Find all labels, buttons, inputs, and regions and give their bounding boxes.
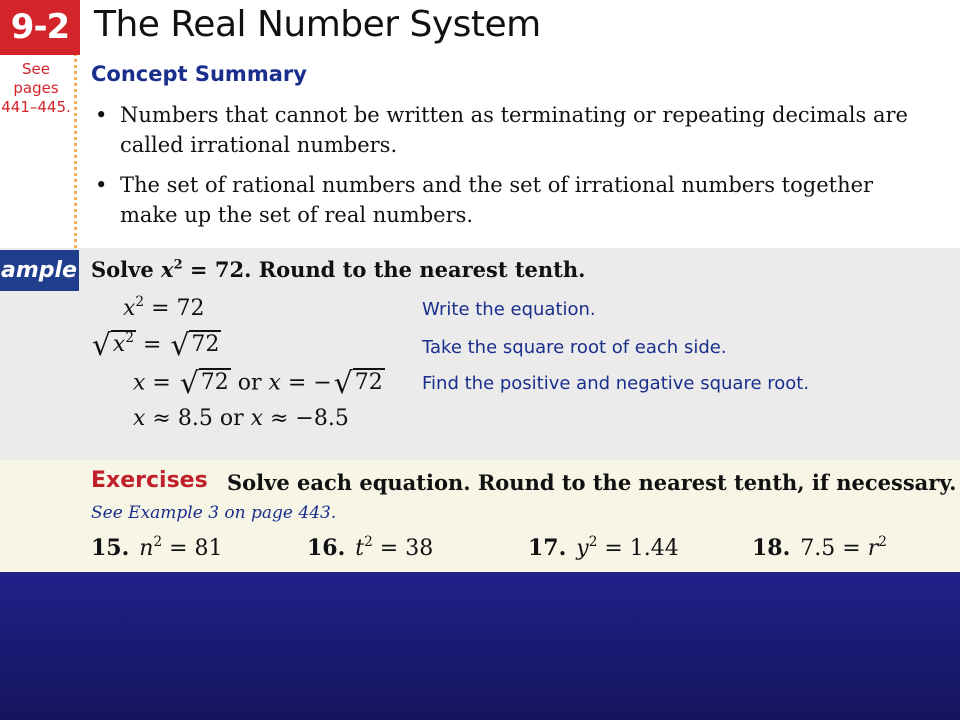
step3-variable: x	[133, 370, 146, 396]
concept-bullet-text: Numbers that cannot be written as terminating or repeating decimals are called irrational numbers.	[120, 103, 908, 157]
radical-sign-icon: √	[170, 328, 190, 363]
radical	[180, 366, 231, 401]
see-pages-line2: 441–445.	[1, 98, 71, 116]
problem-prefix: Solve	[91, 257, 162, 282]
radical	[170, 328, 221, 363]
step-note: Take the square root of each side.	[422, 337, 727, 358]
step3-variable: x	[268, 370, 281, 396]
step2-equals: =	[136, 332, 169, 358]
step1-exponent: 2	[135, 294, 145, 311]
step3-radicand: 72	[354, 370, 383, 396]
step1-variable: x	[123, 296, 136, 321]
problem-exponent: 2	[173, 257, 183, 273]
bullet-dot-icon: •	[95, 173, 108, 197]
exercise-rest: = 38	[372, 536, 434, 561]
step-note: Find the positive and negative square root.	[422, 373, 810, 394]
exercise-number: 18.	[752, 535, 791, 561]
step3-equals: =	[145, 370, 178, 396]
see-pages-line1: See pages	[13, 60, 59, 97]
exercise-item	[752, 535, 887, 561]
exercises-instructions: Solve each equation. Round to the nearest tenth, if necessary.	[227, 470, 957, 495]
exercise-number: 17.	[528, 535, 567, 561]
step-note: Write the equation.	[422, 299, 596, 320]
exercise-item	[307, 535, 433, 561]
exercises-heading: Exercises	[91, 468, 208, 493]
exercises-reference: See Example 3 on page 443.	[91, 503, 337, 523]
lesson-title: The Real Number System	[94, 4, 541, 45]
exercise-exponent: 2	[878, 534, 887, 551]
step4-variable: x	[133, 406, 146, 431]
exercise-variable: r	[867, 536, 879, 561]
step1-rest: = 72	[144, 296, 205, 321]
concept-summary-heading: Concept Summary	[91, 62, 307, 86]
step-square-root	[90, 328, 221, 363]
lesson-number-badge: 9-2	[0, 0, 80, 55]
exercise-rest: = 81	[162, 536, 223, 561]
exercise-rest: = 1.44	[597, 536, 679, 561]
step2-radicand: 72	[191, 332, 220, 358]
example-tab: ample	[0, 250, 79, 291]
see-pages-note	[0, 60, 72, 117]
example-problem	[91, 257, 585, 282]
radical	[334, 366, 385, 401]
step2-variable: x	[112, 332, 126, 358]
exercise-variable: y	[576, 536, 589, 561]
exercise-exponent: 2	[364, 534, 373, 551]
step4-rest: ≈ 8.5 or	[145, 406, 251, 431]
radical	[92, 328, 136, 363]
exercise-item	[91, 535, 223, 561]
step3-or: or	[230, 370, 269, 396]
exercise-exponent: 2	[153, 534, 163, 551]
exercise-item	[528, 535, 679, 561]
step2-exponent: 2	[125, 330, 135, 347]
problem-variable: x	[161, 257, 174, 282]
exercise-prefix: 7.5 =	[800, 536, 868, 561]
radical-sign-icon: √	[179, 366, 199, 401]
radical-sign-icon: √	[333, 366, 353, 401]
step3-equals-negative: = −	[280, 370, 332, 396]
step-approximate	[133, 406, 349, 431]
exercise-number: 16.	[307, 535, 346, 561]
problem-rest: = 72. Round to the nearest tenth.	[182, 257, 586, 282]
slide-background	[0, 572, 960, 720]
step4-rest: ≈ −8.5	[263, 406, 349, 431]
step3-radicand: 72	[200, 370, 229, 396]
radical-sign-icon: √	[92, 328, 111, 363]
step-plus-minus	[133, 366, 385, 401]
bullet-dot-icon: •	[95, 103, 108, 127]
exercise-exponent: 2	[588, 534, 598, 551]
exercise-number: 15.	[91, 535, 130, 561]
step4-variable: x	[250, 406, 263, 431]
concept-bullet-text: The set of rational numbers and the set of irrational numbers together make up the set of real numbers.	[120, 173, 874, 227]
exercise-variable: t	[355, 536, 365, 561]
exercise-variable: n	[139, 536, 154, 561]
step-write-equation	[123, 296, 205, 321]
